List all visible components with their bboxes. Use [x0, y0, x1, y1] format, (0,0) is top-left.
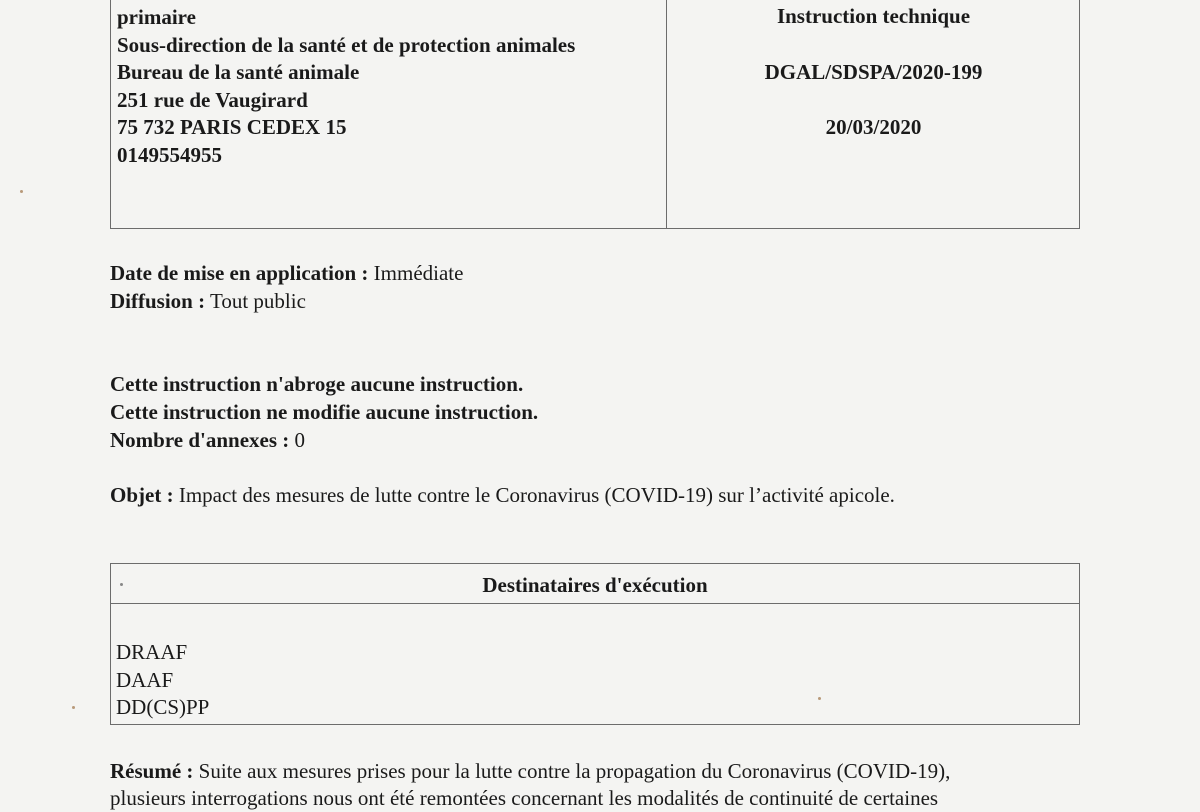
diffusion-value: Tout public: [209, 289, 306, 313]
resume-label: Résumé :: [110, 759, 194, 783]
resume-text-1: Suite aux mesures prises pour la lutte contre la propagation du Coronavirus (COVID-19),: [198, 759, 951, 783]
destinataire-item: DRAAF: [116, 640, 188, 664]
annexes-line: [110, 426, 305, 454]
application-label: Date de mise en application :: [110, 261, 369, 285]
doc-reference: DGAL/SDSPA/2020-199: [764, 60, 983, 84]
annexes-value: 0: [294, 428, 306, 452]
destinataire-item: DD(CS)PP: [116, 695, 210, 719]
scan-speck: [818, 697, 821, 700]
resume-line-2: plusieurs interrogations nous ont été remontées concernant les modalités de continuité de certaines: [110, 786, 939, 810]
doc-date: 20/03/2020: [825, 115, 922, 139]
address-line-4: 251 rue de Vaugirard: [117, 88, 308, 112]
modifie-statement: Cette instruction ne modifie aucune instruction.: [110, 400, 539, 424]
doc-type: Instruction technique: [776, 4, 971, 28]
destinataires-box: [110, 563, 1080, 725]
diffusion-label: Diffusion :: [110, 289, 206, 313]
abroge-statement: Cette instruction n'abroge aucune instruction.: [110, 372, 524, 396]
application-date-line: [110, 259, 463, 287]
resume-line-1: [110, 757, 950, 785]
destinataires-title: Destinataires d'exécution: [111, 564, 1079, 604]
header-box: [110, 0, 1080, 229]
objet-line: [110, 481, 895, 509]
annexes-label: Nombre d'annexes :: [110, 428, 290, 452]
diffusion-line: [110, 287, 306, 315]
application-value: Immédiate: [373, 261, 464, 285]
scan-speck: [120, 583, 123, 586]
objet-value: Impact des mesures de lutte contre le Coronavirus (COVID-19) sur l’activité apicole.: [178, 483, 895, 507]
objet-label: Objet :: [110, 483, 174, 507]
address-line-3: Bureau de la santé animale: [117, 60, 360, 84]
address-line-1: primaire: [117, 5, 196, 29]
scan-speck: [20, 190, 23, 193]
scan-speck: [72, 706, 75, 709]
destinataire-item: DAAF: [116, 668, 174, 692]
address-line-2: Sous-direction de la santé et de protection animales: [117, 33, 576, 57]
address-line-6: 0149554955: [117, 143, 222, 167]
address-line-5: 75 732 PARIS CEDEX 15: [117, 115, 347, 139]
